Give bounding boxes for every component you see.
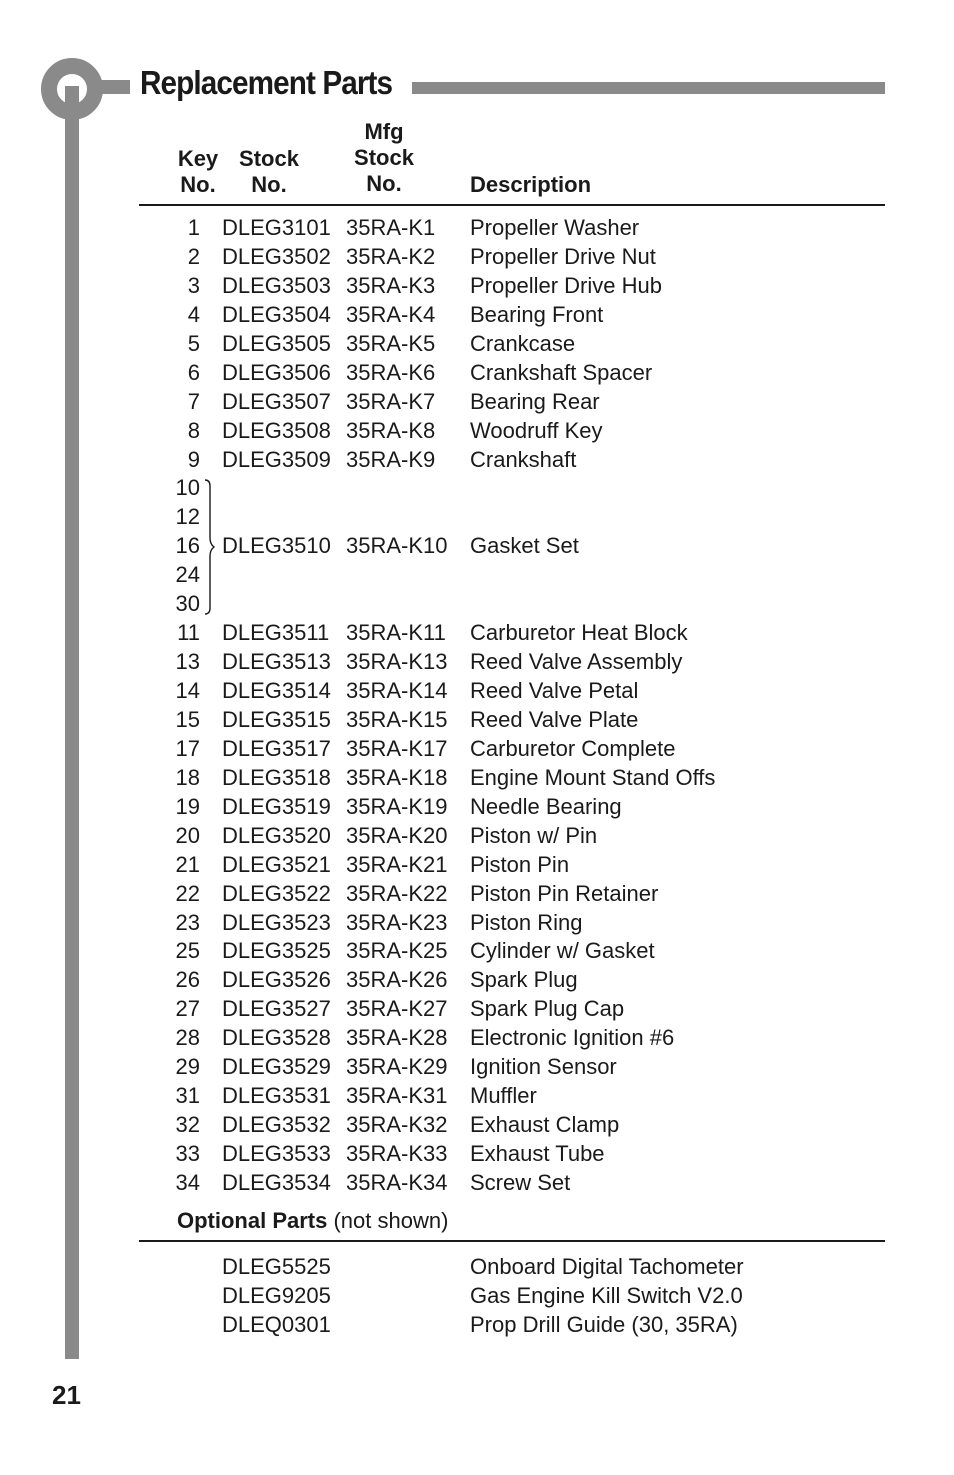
mfg-stock-no-cell: 35RA-K14 <box>346 678 448 703</box>
page-number: 21 <box>52 1380 81 1410</box>
stock-no-cell: DLEG3529 <box>222 1054 331 1080</box>
key-cell: 32 <box>175 1112 200 1138</box>
stock-no-cell: DLEG3528 <box>222 1025 331 1051</box>
description-cell: Engine Mount Stand Offs <box>470 764 716 790</box>
list-item <box>0 1253 954 1282</box>
key-cell: 16 <box>175 533 200 559</box>
description-cell: Spark Plug <box>470 967 578 993</box>
table-row <box>0 301 954 330</box>
mfg-stock-no-cell: 35RA-K13 <box>346 649 448 675</box>
list-item <box>0 1282 954 1311</box>
table-row <box>0 446 954 475</box>
description-cell: Propeller Drive Nut <box>470 243 656 269</box>
stock-no-cell: DLEG3502 <box>222 243 331 269</box>
description-cell: Propeller Drive Hub <box>470 272 662 298</box>
stock-no-cell: DLEG9205 <box>222 1282 331 1308</box>
mfg-stock-no-cell: 35RA-K21 <box>346 851 448 877</box>
key-cell: 19 <box>175 793 200 819</box>
stock-no-cell: DLEG3527 <box>222 996 331 1022</box>
stock-no-cell: DLEG3519 <box>222 793 331 819</box>
description-cell: Cylinder w/ Gasket <box>470 938 655 964</box>
table-row <box>0 532 954 561</box>
description-cell: Exhaust Tube <box>470 1141 605 1166</box>
mfg-stock-no-cell: 35RA-K7 <box>346 388 436 414</box>
mfg-stock-no-cell: 35RA-K15 <box>346 706 448 732</box>
key-cell: 5 <box>187 330 200 356</box>
key-cell: 6 <box>187 359 200 385</box>
mfg-stock-no-cell: 35RA-K27 <box>346 996 448 1022</box>
optional-parts-heading: Optional Parts (not shown) <box>177 1208 449 1233</box>
mfg-stock-no-cell: 35RA-K20 <box>346 822 448 848</box>
table-row <box>0 1140 954 1169</box>
table-row <box>0 359 954 388</box>
description-cell: Carburetor Complete <box>470 735 676 761</box>
description-cell: Needle Bearing <box>470 793 622 819</box>
stock-no-cell: DLEG3522 <box>222 880 331 906</box>
mfg-stock-no-cell: 35RA-K18 <box>346 764 448 790</box>
table-row <box>0 330 954 359</box>
description-cell: Carburetor Heat Block <box>470 620 688 646</box>
mfg-stock-no-cell: 35RA-K33 <box>346 1141 448 1166</box>
table-row <box>0 214 954 243</box>
table-row <box>0 272 954 301</box>
description-cell: Prop Drill Guide (30, 35RA) <box>470 1311 738 1337</box>
optional-divider <box>139 1240 885 1242</box>
stock-no-cell: DLEG3506 <box>222 359 331 385</box>
mfg-stock-no-cell: 35RA-K25 <box>346 938 448 964</box>
mfg-stock-no-cell: 35RA-K11 <box>346 620 446 646</box>
key-cell: 10 <box>175 475 200 501</box>
mfg-stock-no-cell: 35RA-K17 <box>346 735 448 761</box>
table-row <box>0 1111 954 1140</box>
description-cell: Propeller Washer <box>470 215 640 240</box>
key-cell: 15 <box>175 706 200 732</box>
table-row <box>0 909 954 938</box>
mfg-stock-no-cell: 35RA-K32 <box>346 1112 448 1138</box>
mfg-stock-no-cell: 35RA-K10 <box>346 533 448 559</box>
key-cell: 29 <box>175 1054 200 1080</box>
description-cell: Woodruff Key <box>470 417 603 443</box>
table-row <box>0 243 954 272</box>
key-cell: 17 <box>175 735 200 761</box>
key-cell: 7 <box>187 388 200 414</box>
list-item <box>0 1311 954 1340</box>
stock-no-cell: DLEG3504 <box>222 301 331 327</box>
table-row <box>0 503 954 532</box>
key-cell: 26 <box>175 967 200 993</box>
key-cell: 4 <box>187 301 200 327</box>
optional-parts-list <box>0 1253 954 1340</box>
key-cell: 30 <box>175 591 200 617</box>
mfg-stock-no-cell: 35RA-K8 <box>346 417 436 443</box>
key-cell: 20 <box>175 822 200 848</box>
description-cell: Onboard Digital Tachometer <box>470 1254 744 1279</box>
key-cell: 34 <box>175 1169 200 1195</box>
key-cell: 11 <box>177 620 200 646</box>
key-cell: 31 <box>175 1083 200 1109</box>
description-cell: Muffler <box>470 1083 537 1109</box>
stock-no-cell: DLEG3525 <box>222 938 331 964</box>
mfg-stock-no-cell: 35RA-K3 <box>346 272 436 298</box>
mfg-stock-no-cell: 35RA-K9 <box>346 446 436 472</box>
mfg-stock-no-cell: 35RA-K5 <box>346 330 436 356</box>
key-cell: 1 <box>187 215 200 240</box>
stock-no-cell: DLEG3534 <box>222 1169 331 1195</box>
key-cell: 18 <box>175 764 200 790</box>
description-cell: Spark Plug Cap <box>470 996 625 1022</box>
description-cell: Exhaust Clamp <box>470 1112 620 1138</box>
stock-no-cell: DLEG3521 <box>222 851 331 877</box>
key-cell: 28 <box>175 1025 200 1051</box>
table-row <box>0 706 954 735</box>
description-cell: Gasket Set <box>470 533 579 559</box>
stock-no-cell: DLEG3531 <box>222 1083 331 1109</box>
key-cell: 25 <box>175 938 200 964</box>
title-dash-decoration <box>100 80 130 94</box>
table-row <box>0 966 954 995</box>
table-row <box>0 388 954 417</box>
stock-no-cell: DLEG3523 <box>222 909 331 935</box>
table-row <box>0 619 954 648</box>
stock-no-cell: DLEG3503 <box>222 272 331 298</box>
description-cell: Reed Valve Petal <box>470 678 639 703</box>
header-stock-no: Stock No. <box>239 146 299 197</box>
key-cell: 24 <box>175 562 200 588</box>
mfg-stock-no-cell: 35RA-K29 <box>346 1054 448 1080</box>
key-cell: 27 <box>175 996 200 1022</box>
table-row <box>0 1169 954 1198</box>
table-row <box>0 793 954 822</box>
mfg-stock-no-cell: 35RA-K6 <box>346 359 436 385</box>
mfg-stock-no-cell: 35RA-K34 <box>346 1169 448 1195</box>
table-row <box>0 1024 954 1053</box>
description-cell: Bearing Rear <box>470 388 600 414</box>
table-row <box>0 677 954 706</box>
table-row <box>0 995 954 1024</box>
table-row <box>0 1053 954 1082</box>
key-cell: 14 <box>175 678 200 703</box>
stock-no-cell: DLEG3101 <box>222 215 331 240</box>
stock-no-cell: DLEG3509 <box>222 446 331 472</box>
stock-no-cell: DLEG3526 <box>222 967 331 993</box>
key-cell: 2 <box>187 243 200 269</box>
gasket-set-brace <box>203 478 215 616</box>
table-row <box>0 937 954 966</box>
stock-no-cell: DLEG3511 <box>222 620 330 646</box>
description-cell: Crankshaft Spacer <box>470 359 653 385</box>
stock-no-cell: DLEG3520 <box>222 822 331 848</box>
key-cell: 3 <box>187 272 200 298</box>
stock-no-cell: DLEG3505 <box>222 330 331 356</box>
key-cell: 13 <box>175 649 200 675</box>
table-row <box>0 822 954 851</box>
description-cell: Ignition Sensor <box>470 1054 617 1080</box>
mfg-stock-no-cell: 35RA-K26 <box>346 967 448 993</box>
stock-no-cell: DLEG3515 <box>222 706 331 732</box>
description-cell: Piston w/ Pin <box>470 822 598 848</box>
key-cell: 9 <box>187 446 200 472</box>
description-cell: Crankshaft <box>470 446 577 472</box>
table-row <box>0 880 954 909</box>
mfg-stock-no-cell: 35RA-K31 <box>346 1083 448 1109</box>
description-cell: Screw Set <box>470 1169 571 1195</box>
mfg-stock-no-cell: 35RA-K28 <box>346 1025 448 1051</box>
description-cell: Reed Valve Plate <box>470 706 639 732</box>
stock-no-cell: DLEG3532 <box>222 1112 331 1138</box>
page-title: Replacement Parts <box>140 64 393 101</box>
mfg-stock-no-cell: 35RA-K23 <box>346 909 448 935</box>
header-key-no: Key No. <box>177 146 219 197</box>
table-row <box>0 1082 954 1111</box>
header-mfg-stock-no: Mfg Stock No. <box>354 119 414 196</box>
header-description: Description <box>470 172 592 197</box>
key-cell: 23 <box>175 909 200 935</box>
description-cell: Reed Valve Assembly <box>470 649 683 675</box>
key-cell: 22 <box>175 880 200 906</box>
table-row <box>0 474 954 503</box>
description-cell: Piston Ring <box>470 909 583 935</box>
table-row <box>0 735 954 764</box>
key-cell: 21 <box>175 851 200 877</box>
mfg-stock-no-cell: 35RA-K4 <box>346 301 436 327</box>
description-cell: Piston Pin Retainer <box>470 880 659 906</box>
table-row <box>0 648 954 677</box>
parts-table <box>0 214 954 1198</box>
header-divider <box>139 204 885 206</box>
mfg-stock-no-cell: 35RA-K1 <box>346 215 436 240</box>
mfg-stock-no-cell: 35RA-K22 <box>346 880 448 906</box>
table-row <box>0 851 954 880</box>
stock-no-cell: DLEQ0301 <box>222 1311 331 1337</box>
description-cell: Gas Engine Kill Switch V2.0 <box>470 1282 743 1308</box>
description-cell: Crankcase <box>470 330 576 356</box>
table-row <box>0 590 954 619</box>
key-cell: 12 <box>175 504 200 530</box>
table-row <box>0 561 954 590</box>
stock-no-cell: DLEG3514 <box>222 678 331 703</box>
mfg-stock-no-cell: 35RA-K19 <box>346 793 448 819</box>
table-row <box>0 417 954 446</box>
stock-no-cell: DLEG3518 <box>222 764 331 790</box>
stock-no-cell: DLEG3508 <box>222 417 331 443</box>
key-cell: 33 <box>175 1141 200 1166</box>
stock-no-cell: DLEG3513 <box>222 649 331 675</box>
mfg-stock-no-cell: 35RA-K2 <box>346 243 436 269</box>
description-cell: Electronic Ignition #6 <box>470 1025 675 1051</box>
stock-no-cell: DLEG3533 <box>222 1141 331 1166</box>
title-rule <box>412 82 885 94</box>
stock-no-cell: DLEG3510 <box>222 533 331 559</box>
key-cell: 8 <box>187 417 200 443</box>
stock-no-cell: DLEG3517 <box>222 735 331 761</box>
stock-no-cell: DLEG5525 <box>222 1254 331 1279</box>
table-row <box>0 764 954 793</box>
description-cell: Bearing Front <box>470 301 604 327</box>
description-cell: Piston Pin <box>470 851 570 877</box>
stock-no-cell: DLEG3507 <box>222 388 331 414</box>
